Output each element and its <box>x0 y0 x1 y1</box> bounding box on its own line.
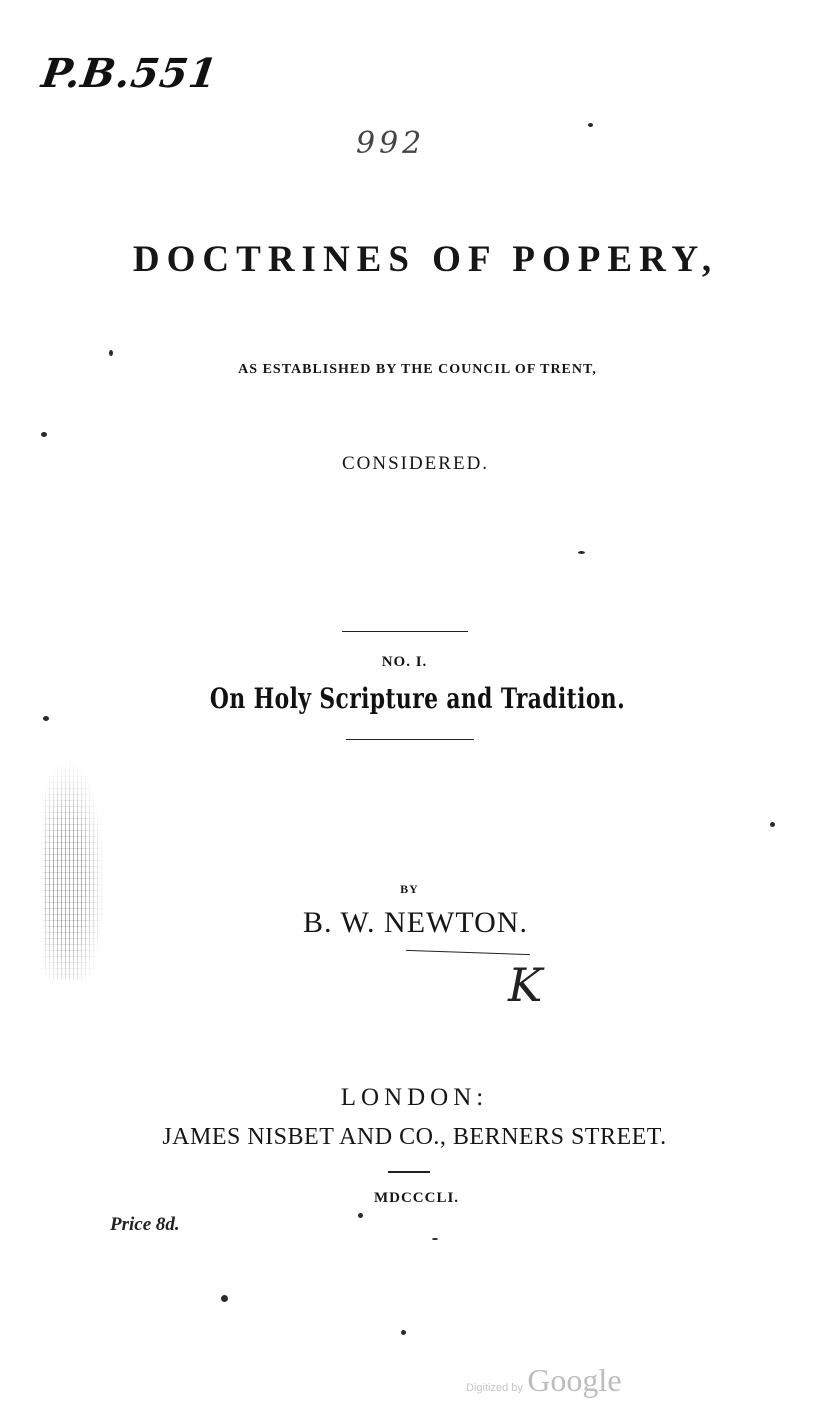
handwritten-shelfmark: P.B.551 <box>38 50 221 97</box>
google-watermark <box>466 1362 622 1399</box>
scan-speck <box>770 822 775 827</box>
price-label: Price 8d. <box>110 1214 180 1235</box>
author-name: B. W. NEWTON. <box>303 906 528 939</box>
imprint-publisher: JAMES NISBET AND CO., BERNERS STREET. <box>162 1124 667 1150</box>
google-logo: Google <box>527 1362 622 1398</box>
scan-speck <box>43 716 49 721</box>
imprint-rule <box>388 1171 430 1173</box>
imprint-place: LONDON: <box>340 1084 489 1111</box>
imprint-year: MDCCCLI. <box>373 1190 460 1206</box>
handwritten-shelf-number: 992 <box>356 126 426 161</box>
scan-speck <box>358 1213 363 1218</box>
scan-speck <box>109 350 113 356</box>
scan-speck <box>41 432 47 437</box>
scan-speck <box>578 551 585 554</box>
book-title: DOCTRINES OF POPERY, <box>132 239 719 280</box>
handwritten-initial: K <box>508 958 543 1012</box>
part-title: On Holy Scripture and Tradition. <box>209 682 626 715</box>
considered-line: CONSIDERED. <box>341 453 490 474</box>
by-label: BY <box>400 882 419 896</box>
upper-rule-bottom <box>346 739 474 740</box>
upper-rule-top <box>342 631 468 632</box>
margin-ink-bleed <box>42 735 106 980</box>
watermark-prefix: Digitized by <box>466 1382 523 1394</box>
scan-speck <box>432 1238 438 1240</box>
scan-speck <box>588 123 593 127</box>
scan-speck <box>221 1295 228 1302</box>
book-subtitle: AS ESTABLISHED BY THE COUNCIL OF TRENT, <box>238 362 597 377</box>
scan-speck <box>401 1330 406 1335</box>
author-underline <box>406 950 530 955</box>
part-number: NO. I. <box>381 654 428 670</box>
